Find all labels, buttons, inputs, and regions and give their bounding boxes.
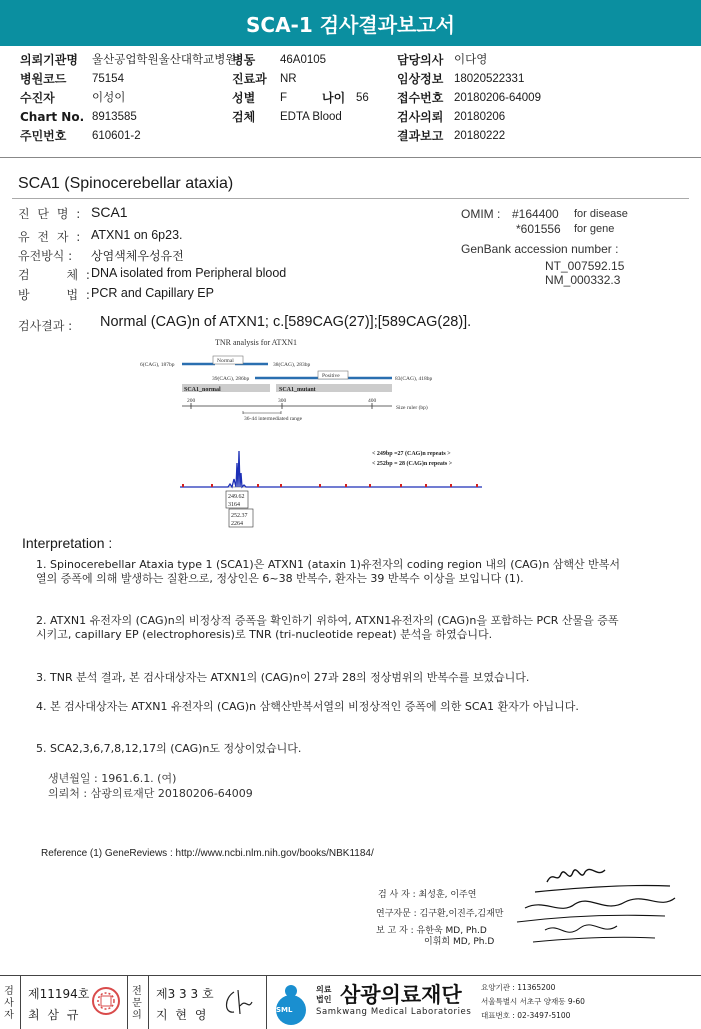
repeat-note-2: < 252bp = 28 (CAG)n repeats >	[372, 461, 453, 467]
interpretation-item-1: 1. Spinocerebellar Ataxia type 1 (SCA1)은 ATXN1 (ataxin 1)유전자의 coding region 내의 (CAG)n 삼핵산 반복서열의 증폭에 의해 발생하는 질환으로, 정상인은 6~38 반복수, 환자는 39 반복수 이상을 보입니다 (1).	[36, 558, 621, 585]
footer-tester-label: 검사자	[4, 986, 14, 1021]
footer-divider-1	[20, 976, 21, 1029]
label-normal: Normal	[217, 358, 234, 364]
value-ward: 46A0105	[280, 54, 327, 66]
logo-text: SML	[276, 1006, 293, 1014]
referral: 의뢰처 : 삼광의료재단 20180206-64009	[48, 787, 253, 800]
tick-300: 300	[278, 398, 287, 404]
section-title: SCA1 (Spinocerebellar ataxia)	[18, 175, 234, 192]
value-request-date: 20180206	[454, 111, 506, 123]
org-code: 요양기관 : 11365200	[481, 983, 556, 992]
omim-gene-id: *601556	[516, 222, 561, 236]
field-method-label: 방 법 :	[18, 288, 92, 302]
omim-gene-note: for gene	[574, 223, 615, 235]
header-col-1	[20, 52, 250, 147]
org-name-en: Samkwang Medical Laboratories	[316, 1007, 472, 1017]
field-diagnosis-value: SCA1	[91, 204, 128, 220]
sml-logo-icon	[268, 980, 314, 1026]
peak1-size: 249.62	[228, 494, 245, 500]
value-report-date: 20180222	[454, 130, 506, 142]
header-col-2	[232, 52, 382, 132]
header-col-3	[397, 52, 607, 147]
footer-divider-3	[148, 976, 149, 1029]
value-specimen: EDTA Blood	[280, 111, 342, 123]
value-receipt-no: 20180206-64009	[454, 92, 541, 104]
org-kind: 의료법인	[316, 985, 332, 1004]
field-inheritance-value: 상염색체우성유전	[91, 249, 184, 263]
field-gene	[18, 228, 183, 245]
label-38cag: 38(CAG), 283bp	[273, 362, 311, 368]
label-receipt-no: 접수번호	[397, 91, 444, 105]
value-age: 56	[356, 92, 369, 104]
peak1-height: 3164	[228, 502, 240, 508]
size-ruler-label: Size ruler (bp)	[396, 405, 428, 411]
label-institution: 의뢰기관명	[20, 53, 78, 67]
result-label: 검사결과 :	[18, 319, 73, 333]
value-hospital-code: 75154	[92, 73, 124, 85]
field-specimen	[18, 266, 287, 283]
omim-disease-note: for disease	[574, 208, 628, 220]
repeat-note-1: < 249bp =27 (CAG)n repeats >	[372, 451, 451, 457]
intermediate-range: 36-44 intermediated range	[244, 416, 303, 422]
tnr-figure	[0, 335, 701, 535]
label-request-date: 검사의뢰	[397, 110, 444, 124]
label-physician: 담당의사	[397, 53, 444, 67]
field-specimen-value: DNA isolated from Peripheral blood	[91, 266, 287, 280]
peak2-size: 252.37	[231, 513, 248, 519]
footer-license-1: 제11194호	[28, 987, 90, 1001]
signer-reporter-1: 보 고 자 : 유한욱 MD, Ph.D	[376, 926, 487, 936]
label-age: 나이	[322, 91, 346, 105]
signer-reporter-2: 이휘희 MD, Ph.D	[424, 937, 495, 947]
omim-label: OMIM :	[461, 207, 501, 221]
org-phone: 대표번호 : 02-3497-5100	[481, 1011, 571, 1020]
genbank-accession-1: NT_007592.15	[545, 259, 625, 273]
omim-disease-id: #164400	[512, 207, 559, 221]
result-text: Normal (CAG)n of ATXN1; c.[589CAG(27)];[589CAG(28)].	[100, 314, 472, 330]
value-institution: 울산공업학원울산대학교병원	[92, 54, 237, 66]
footer	[0, 975, 701, 1029]
footer-expert-label: 전문의	[132, 986, 142, 1021]
label-positive: Positive	[322, 373, 340, 379]
label-39cag: 39(CAG), 286bp	[212, 376, 250, 382]
field-method	[18, 286, 214, 303]
field-specimen-label: 검 체 :	[18, 268, 92, 282]
field-inheritance	[18, 247, 184, 264]
label-report-date: 결과보고	[397, 129, 444, 143]
figure-caption: TNR analysis for ATXN1	[215, 338, 297, 347]
field-gene-label: 유 전 자 :	[18, 230, 83, 244]
reference: Reference (1) GeneReviews : http://www.ncbi.nlm.nih.gov/books/NBK1184/	[41, 848, 374, 859]
org-name: 삼광의료재단	[340, 983, 462, 1007]
interpretation-title: Interpretation :	[22, 535, 113, 551]
peak2-height: 2264	[231, 521, 243, 527]
footer-name-1: 최 삼 규	[28, 1008, 81, 1022]
field-gene-value: ATXN1 on 6p23.	[91, 228, 183, 242]
label-chart-no: Chart No.	[20, 110, 85, 124]
report-title: SCA-1 검사결과보고서	[0, 0, 701, 46]
tick-400: 400	[368, 398, 377, 404]
field-inheritance-label: 유전방식 :	[18, 249, 73, 263]
value-sex: F	[280, 92, 288, 104]
org-address: 서울특별시 서초구 양재동 9-60	[481, 997, 585, 1006]
footer-divider-4	[266, 976, 267, 1029]
label-sca1-mutant: SCA1_mutant	[279, 387, 316, 393]
value-chart-no: 8913585	[92, 111, 137, 123]
field-diagnosis-label: 진 단 명 :	[18, 207, 83, 221]
handwritten-signatures	[505, 860, 685, 950]
label-ward: 병동	[232, 53, 256, 67]
field-method-value: PCR and Capillary EP	[91, 286, 214, 300]
label-rrn: 주민번호	[20, 129, 67, 143]
label-hospital-code: 병원코드	[20, 72, 67, 86]
header-divider	[0, 157, 701, 158]
tick-200: 200	[187, 398, 196, 404]
genbank-label: GenBank accession number :	[461, 242, 619, 256]
genbank-accession-2: NM_000332.3	[545, 273, 621, 287]
signature-icon	[220, 988, 260, 1018]
label-sex: 성별	[232, 91, 256, 105]
label-83cag: 83(CAG), 418bp	[395, 376, 433, 382]
birth-date: 생년월일 : 1961.6.1. (여)	[48, 772, 177, 785]
label-patient: 수진자	[20, 91, 55, 105]
label-sca1-normal: SCA1_normal	[184, 387, 221, 393]
interpretation-item-2: 2. ATXN1 유전자의 (CAG)n의 비정상적 증폭을 확인하기 위하여, ATXN1유전자의 (CAG)n을 포함하는 PCR 산물을 증폭시키고, capillary EP (electrophoresis)로 TNR (tri-nucleotide repeat) 분석을 하였습니다.	[36, 614, 619, 641]
footer-name-2: 지 현 영	[156, 1008, 209, 1022]
value-clinical-info: 18020522331	[454, 73, 525, 85]
label-specimen: 검체	[232, 110, 256, 124]
interpretation-item-3: 3. TNR 분석 결과, 본 검사대상자는 ATXN1의 (CAG)n이 27과 28의 정상범위의 반복수를 보였습니다.	[36, 671, 530, 684]
value-physician: 이다영	[454, 54, 488, 66]
value-rrn: 610601-2	[92, 130, 141, 142]
red-seal-icon	[91, 986, 121, 1016]
field-diagnosis	[18, 204, 128, 222]
interpretation-item-5: 5. SCA2,3,6,7,8,12,17의 (CAG)n도 정상이었습니다.	[36, 742, 302, 755]
label-department: 진료과	[232, 72, 267, 86]
label-clinical-info: 임상정보	[397, 72, 444, 86]
value-patient: 이성이	[92, 92, 126, 104]
footer-license-2: 제3 3 3 호	[156, 987, 214, 1001]
label-6cag: 6(CAG), 187bp	[140, 362, 175, 368]
section-divider	[12, 198, 689, 199]
interpretation-item-4: 4. 본 검사대상자는 ATXN1 유전자의 (CAG)n 삼핵산반복서열의 비정상적인 증폭에 의한 SCA1 환자가 아닙니다.	[36, 700, 579, 713]
signer-researcher: 연구자문 : 김구환,이진주,김재만	[376, 909, 504, 919]
value-department: NR	[280, 73, 297, 85]
footer-divider-2	[127, 976, 128, 1029]
signer-tester: 검 사 자 : 최성훈, 이주연	[378, 890, 477, 900]
